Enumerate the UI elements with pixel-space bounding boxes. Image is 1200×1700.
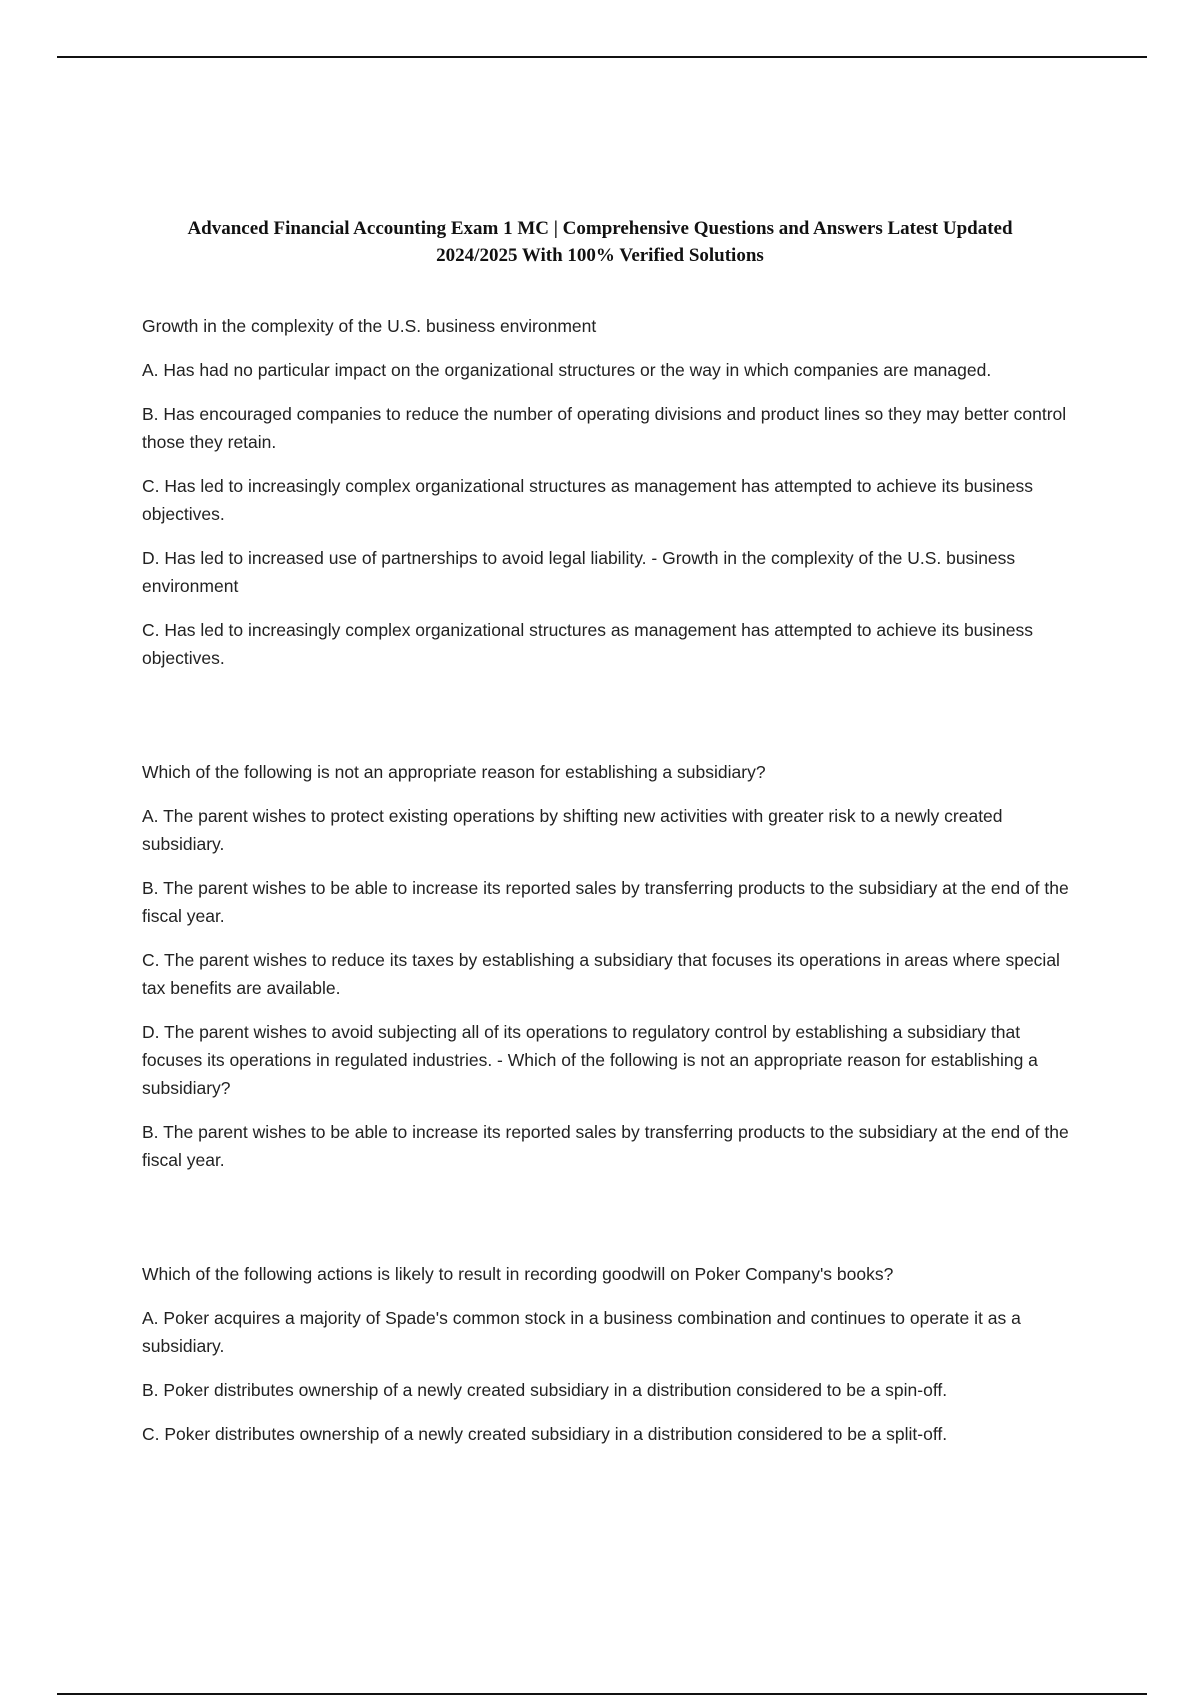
answer: C. Has led to increasingly complex organizational structures as management has attempted to achieve its business objectives.: [142, 620, 1034, 668]
option-b: B. Poker distributes ownership of a newly created subsidiary in a distribution considered to be a spin-off.: [142, 1380, 948, 1400]
question-3: [142, 1260, 1072, 1448]
document-title: Advanced Financial Accounting Exam 1 MC | Comprehensive Questions and Answers Latest Updated 2024/2025 With 100% Verified Solutions: [187, 218, 1013, 266]
top-rule: [57, 56, 1147, 58]
option-b: B. Has encouraged companies to reduce the number of operating divisions and product lines so they may better control those they retain.: [142, 404, 1067, 452]
answer: B. The parent wishes to be able to increase its reported sales by transferring products to the subsidiary at the end of the fiscal year.: [142, 1122, 1069, 1170]
option-c: C. The parent wishes to reduce its taxes by establishing a subsidiary that focuses its operations in areas where special tax benefits are available.: [142, 950, 1060, 998]
document-body: [142, 312, 1072, 1464]
question-stem: Which of the following actions is likely to result in recording goodwill on Poker Company's books?: [142, 1264, 894, 1284]
question-stem: Which of the following is not an appropriate reason for establishing a subsidiary?: [142, 762, 766, 782]
option-c: C. Has led to increasingly complex organizational structures as management has attempted to achieve its business objectives.: [142, 476, 1034, 524]
option-d: D. The parent wishes to avoid subjecting all of its operations to regulatory control by establishing a subsidiary that focuses its operations in regulated industries. - Which of the following is not an appropriate reason for establishing a subsidiary?: [142, 1022, 1038, 1098]
question-2: [142, 758, 1072, 1174]
bottom-rule: [57, 1693, 1147, 1695]
question-stem: Growth in the complexity of the U.S. business environment: [142, 316, 597, 336]
option-b: B. The parent wishes to be able to increase its reported sales by transferring products to the subsidiary at the end of the fiscal year.: [142, 878, 1069, 926]
option-a: A. Has had no particular impact on the organizational structures or the way in which companies are managed.: [142, 360, 992, 380]
option-c: C. Poker distributes ownership of a newly created subsidiary in a distribution considered to be a split-off.: [142, 1424, 948, 1444]
question-1: [142, 312, 1072, 672]
option-d: D. Has led to increased use of partnerships to avoid legal liability. - Growth in the complexity of the U.S. business environment: [142, 548, 1016, 596]
option-a: A. Poker acquires a majority of Spade's common stock in a business combination and continues to operate it as a subsidiary.: [142, 1308, 1021, 1356]
option-a: A. The parent wishes to protect existing operations by shifting new activities with greater risk to a newly created subsidiary.: [142, 806, 1003, 854]
